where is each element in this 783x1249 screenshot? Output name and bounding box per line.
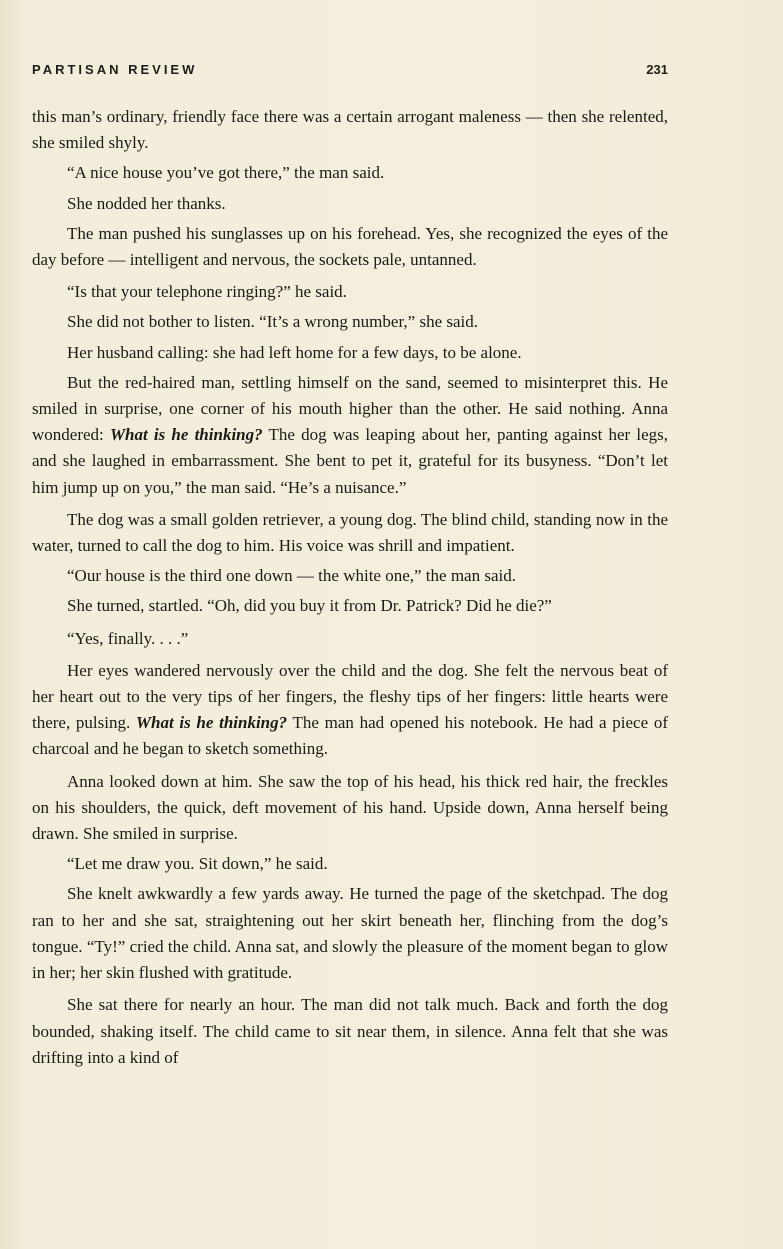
paragraph: this man’s ordinary, friendly face there was a certain arrogant maleness — then she relented, she smiled shyly. — [32, 107, 668, 153]
paragraph-text: The man had opened his notebook. He had a piece of charcoal and he began to sketch something. — [32, 713, 668, 759]
paragraph: “Yes, finally. . . .” — [67, 628, 189, 648]
paragraph: Anna looked down at him. She saw the top of his head, his thick red hair, the freckles on his shoulders, the quick, deft movement of his hand. Upside down, Anna herself being drawn. She smiled in surprise. — [32, 771, 668, 844]
body-text — [32, 104, 668, 1075]
paragraph: The man pushed his sunglasses up on his forehead. Yes, she recognized the eyes of the day before — intelligent and nervous, the sockets pale, untanned. — [32, 223, 668, 270]
paragraph — [32, 658, 668, 763]
paragraph: “A nice house you’ve got there,” the man said. — [67, 163, 385, 183]
paragraph-text: But the red-haired man, settling himself on the sand, seemed to misinterpret this. He smiled in surprise, one corner of his mouth higher than the other. He said nothing. Anna wondered: — [32, 372, 668, 445]
paragraph: She turned, startled. “Oh, did you buy it from Dr. Patrick? Did he die?” — [67, 596, 552, 616]
paragraph: She sat there for nearly an hour. The man did not talk much. Back and forth the dog bounded, shaking itself. The child came to sit near them, in silence. Anna felt that she was drifting into a kind of — [32, 995, 668, 1067]
paragraph-text: The dog was leaping about her, panting against her legs, and she laughed in embarrassment. She bent to pet it, grateful for its busyness. “Don’t let him jump up on you,” the man said. “He’s a nuisance.” — [32, 425, 668, 497]
paragraph: “Our house is the third one down — the white one,” the man said. — [67, 566, 516, 586]
page-number: 231 — [646, 62, 668, 77]
italic-thought: What is he thinking? — [135, 713, 288, 733]
paragraph: Her husband calling: she had left home for a few days, to be alone. — [67, 342, 522, 362]
paragraph: She knelt awkwardly a few yards away. He turned the page of the sketchpad. The dog ran to her and she sat, straightening out her skirt beneath her, flinching from the dog’s tongue. “Ty!” cried the child. Anna sat, and slowly the pleasure of the moment began to glow in her; her skin flushed with gratitude. — [32, 884, 668, 983]
paragraph: The dog was a small golden retriever, a young dog. The blind child, standing now in the water, turned to call the dog to him. His voice was shrill and impatient. — [32, 509, 668, 556]
running-head: PARTISAN REVIEW — [32, 62, 198, 77]
paragraph-text: Her eyes wandered nervously over the child and the dog. She felt the nervous beat of her heart out to the very tips of her fingers, the fleshy tips of her fingers: little hearts were there, pulsing. — [32, 660, 668, 733]
paragraph: She nodded her thanks. — [67, 193, 226, 213]
page-header — [32, 62, 668, 84]
italic-thought: What is he thinking? — [109, 425, 263, 445]
paragraph: “Is that your telephone ringing?” he said. — [67, 282, 347, 302]
paragraph — [32, 370, 668, 501]
paragraph: She did not bother to listen. “It’s a wrong number,” she said. — [67, 312, 479, 332]
paragraph: “Let me draw you. Sit down,” he said. — [67, 854, 328, 874]
